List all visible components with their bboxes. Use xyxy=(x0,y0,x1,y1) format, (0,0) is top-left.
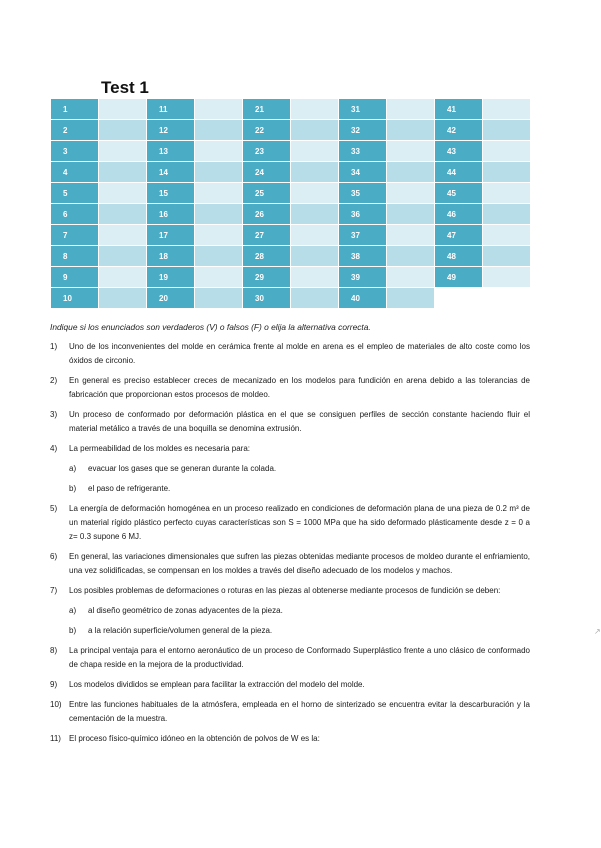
question-number-cell: 48 xyxy=(435,246,482,266)
question-number-cell: 29 xyxy=(243,267,290,287)
question-number-cell: 8 xyxy=(51,246,98,266)
question-number-cell: 20 xyxy=(147,288,194,308)
question-number-cell: 25 xyxy=(243,183,290,203)
answer-cell[interactable] xyxy=(483,225,530,245)
answer-grid xyxy=(51,99,531,309)
grid-row xyxy=(51,225,531,245)
question-text: Uno de los inconvenientes del molde en cerámica frente al molde en arena es el empleo de materiales de alto coste como los óxidos de circonio. xyxy=(69,342,530,365)
question-number-cell: 1 xyxy=(51,99,98,119)
question-number-cell: 39 xyxy=(339,267,386,287)
question-number-cell: 31 xyxy=(339,99,386,119)
answer-cell[interactable] xyxy=(483,99,530,119)
grid-row xyxy=(51,267,531,287)
answer-cell[interactable] xyxy=(483,162,530,182)
answer-cell[interactable] xyxy=(291,225,338,245)
question-number-cell: 27 xyxy=(243,225,290,245)
question-number: 9) xyxy=(50,680,58,689)
grid-row xyxy=(51,204,531,224)
option-letter: b) xyxy=(69,484,77,493)
answer-cell[interactable] xyxy=(291,204,338,224)
answer-cell[interactable] xyxy=(291,141,338,161)
question-number-cell: 47 xyxy=(435,225,482,245)
question-number-cell xyxy=(435,288,482,308)
option-letter: a) xyxy=(69,464,77,473)
question-number-cell: 5 xyxy=(51,183,98,203)
question-number-cell: 12 xyxy=(147,120,194,140)
question-number: 11) xyxy=(50,734,61,743)
answer-cell[interactable] xyxy=(99,288,146,308)
question-number-cell: 17 xyxy=(147,225,194,245)
question-item xyxy=(50,550,530,578)
question-number-cell: 15 xyxy=(147,183,194,203)
question-number-cell: 45 xyxy=(435,183,482,203)
option-letter: a) xyxy=(69,606,77,615)
option-letter: b) xyxy=(69,626,77,635)
answer-cell[interactable] xyxy=(99,141,146,161)
question-item xyxy=(50,502,530,544)
question-item xyxy=(50,442,530,456)
answer-cell[interactable] xyxy=(99,267,146,287)
answer-cell[interactable] xyxy=(99,99,146,119)
page-title: Test 1 xyxy=(101,78,149,97)
question-number-cell: 14 xyxy=(147,162,194,182)
question-number-cell: 37 xyxy=(339,225,386,245)
question-number-cell: 41 xyxy=(435,99,482,119)
question-number-cell: 7 xyxy=(51,225,98,245)
answer-cell[interactable] xyxy=(99,225,146,245)
answer-cell[interactable] xyxy=(483,120,530,140)
question-text: Los modelos divididos se emplean para facilitar la extracción del modelo del molde. xyxy=(69,680,365,689)
question-text: Un proceso de conformado por deformación plástica en el que se consiguen perfiles de sección constante haciendo fluir el material metálico a través de una boquilla se denomina extrusión. xyxy=(69,410,530,433)
question-number: 1) xyxy=(50,342,58,351)
question-item xyxy=(50,374,530,402)
answer-cell[interactable] xyxy=(483,183,530,203)
answer-cell[interactable] xyxy=(291,99,338,119)
answer-cell[interactable] xyxy=(483,141,530,161)
question-item xyxy=(50,408,530,436)
question-number-cell: 32 xyxy=(339,120,386,140)
question-option xyxy=(50,604,530,618)
question-number-cell: 13 xyxy=(147,141,194,161)
answer-cell[interactable] xyxy=(99,162,146,182)
question-item xyxy=(50,698,530,726)
grid-row xyxy=(51,120,531,140)
question-option xyxy=(50,462,530,476)
question-number-cell: 33 xyxy=(339,141,386,161)
question-number-cell: 19 xyxy=(147,267,194,287)
answer-cell[interactable] xyxy=(99,183,146,203)
answer-cell[interactable] xyxy=(387,204,434,224)
question-number-cell: 40 xyxy=(339,288,386,308)
option-text: a la relación superficie/volumen general de la pieza. xyxy=(88,626,273,635)
question-number-cell: 42 xyxy=(435,120,482,140)
answer-cell[interactable] xyxy=(387,99,434,119)
answer-cell[interactable] xyxy=(291,267,338,287)
question-text: En general es preciso establecer creces de mecanizado en los modelos para fundición en arena debido a las tolerancias de fabricación que proporcionan estos procesos de moldeo. xyxy=(69,376,530,399)
question-number: 2) xyxy=(50,376,58,385)
question-number: 10) xyxy=(50,700,62,709)
question-number: 7) xyxy=(50,586,58,595)
question-number-cell: 46 xyxy=(435,204,482,224)
answer-cell[interactable] xyxy=(195,288,242,308)
question-number-cell: 3 xyxy=(51,141,98,161)
question-number-cell: 49 xyxy=(435,267,482,287)
answer-cell[interactable] xyxy=(387,246,434,266)
answer-cell[interactable] xyxy=(387,225,434,245)
question-item xyxy=(50,584,530,598)
question-number-cell: 16 xyxy=(147,204,194,224)
answer-cell[interactable] xyxy=(195,99,242,119)
question-number-cell: 23 xyxy=(243,141,290,161)
answer-cell[interactable] xyxy=(483,267,530,287)
answer-cell[interactable] xyxy=(195,141,242,161)
question-number-cell: 6 xyxy=(51,204,98,224)
question-item xyxy=(50,732,530,746)
question-item xyxy=(50,644,530,672)
question-number-cell: 24 xyxy=(243,162,290,182)
option-text: evacuar los gases que se generan durante la colada. xyxy=(88,464,277,473)
question-option xyxy=(50,624,530,638)
question-number-cell: 36 xyxy=(339,204,386,224)
question-number-cell: 2 xyxy=(51,120,98,140)
answer-cell[interactable] xyxy=(387,120,434,140)
question-number: 3) xyxy=(50,410,58,419)
question-number: 4) xyxy=(50,444,58,453)
answer-cell[interactable] xyxy=(387,267,434,287)
question-text: En general, las variaciones dimensionales que sufren las piezas obtenidas mediante procesos de moldeo durante el enfriamiento, una vez solidificadas, se compensan en los moldes a través del diseño adecuado de los modelos y machos. xyxy=(69,552,530,575)
answer-cell[interactable] xyxy=(195,204,242,224)
answer-cell[interactable] xyxy=(195,183,242,203)
answer-cell[interactable] xyxy=(195,120,242,140)
question-number-cell: 35 xyxy=(339,183,386,203)
question-text: La principal ventaja para el entorno aeronáutico de un proceso de Conformado Superplástico frente a uno clásico de conformado de chapa reside en la mejora de la productividad. xyxy=(69,646,530,669)
question-number-cell: 4 xyxy=(51,162,98,182)
grid-row xyxy=(51,162,531,182)
answer-cell[interactable] xyxy=(483,204,530,224)
answer-cell[interactable] xyxy=(387,288,434,308)
question-number-cell: 11 xyxy=(147,99,194,119)
question-number-cell: 9 xyxy=(51,267,98,287)
question-number-cell: 30 xyxy=(243,288,290,308)
answer-cell[interactable] xyxy=(291,162,338,182)
grid-row xyxy=(51,288,531,308)
question-number-cell: 10 xyxy=(51,288,98,308)
question-number-cell: 21 xyxy=(243,99,290,119)
question-number: 8) xyxy=(50,646,58,655)
grid-row xyxy=(51,99,531,119)
answer-cell[interactable] xyxy=(483,246,530,266)
answer-cell[interactable] xyxy=(291,288,338,308)
instructions: Indique si los enunciados son verdaderos (V) o falsos (F) o elija la alternativa correcta. xyxy=(50,322,371,332)
question-number-cell: 18 xyxy=(147,246,194,266)
answer-cell[interactable] xyxy=(195,162,242,182)
answer-cell[interactable] xyxy=(195,246,242,266)
question-number: 5) xyxy=(50,504,58,513)
grid-row xyxy=(51,183,531,203)
question-text: Entre las funciones habituales de la atmósfera, empleada en el horno de sinterizado se encuentra evitar la descarburación y la cementación de la muestra. xyxy=(69,700,530,723)
question-number-cell: 44 xyxy=(435,162,482,182)
option-text: al diseño geométrico de zonas adyacentes de la pieza. xyxy=(88,606,283,615)
question-item xyxy=(50,340,530,368)
answer-cell[interactable] xyxy=(195,225,242,245)
answer-cell[interactable] xyxy=(195,267,242,287)
answer-cell[interactable] xyxy=(291,120,338,140)
question-text: La energía de deformación homogénea en un proceso realizado en condiciones de deformación plana de una pieza de 0.2 m³ de un material rígido plástico perfecto cuyas características son S = 1000 MPa que ha sido deformado plásticamente desde z = 0 a z= 0.3 supone 6 MJ. xyxy=(69,504,530,541)
question-number-cell: 26 xyxy=(243,204,290,224)
question-option xyxy=(50,482,530,496)
question-list xyxy=(50,340,530,752)
answer-cell[interactable] xyxy=(291,246,338,266)
question-number-cell: 43 xyxy=(435,141,482,161)
question-number: 6) xyxy=(50,552,58,561)
answer-cell[interactable] xyxy=(387,162,434,182)
question-text: Los posibles problemas de deformaciones o roturas en las piezas al obtenerse mediante procesos de fundición se deben: xyxy=(69,586,501,595)
question-text: El proceso físico-químico idóneo en la obtención de polvos de W es la: xyxy=(69,734,320,743)
question-number-cell: 28 xyxy=(243,246,290,266)
question-text: La permeabilidad de los moldes es necesaria para: xyxy=(69,444,250,453)
answer-cell[interactable] xyxy=(483,288,530,308)
answer-cell[interactable] xyxy=(387,141,434,161)
margin-mark: ↗ xyxy=(594,627,601,636)
answer-cell[interactable] xyxy=(99,120,146,140)
answer-cell[interactable] xyxy=(387,183,434,203)
answer-cell[interactable] xyxy=(99,246,146,266)
question-number-cell: 34 xyxy=(339,162,386,182)
answer-cell[interactable] xyxy=(291,183,338,203)
question-number-cell: 22 xyxy=(243,120,290,140)
option-text: el paso de refrigerante. xyxy=(88,484,171,493)
answer-cell[interactable] xyxy=(99,204,146,224)
grid-row xyxy=(51,246,531,266)
grid-row xyxy=(51,141,531,161)
question-item xyxy=(50,678,530,692)
question-number-cell: 38 xyxy=(339,246,386,266)
